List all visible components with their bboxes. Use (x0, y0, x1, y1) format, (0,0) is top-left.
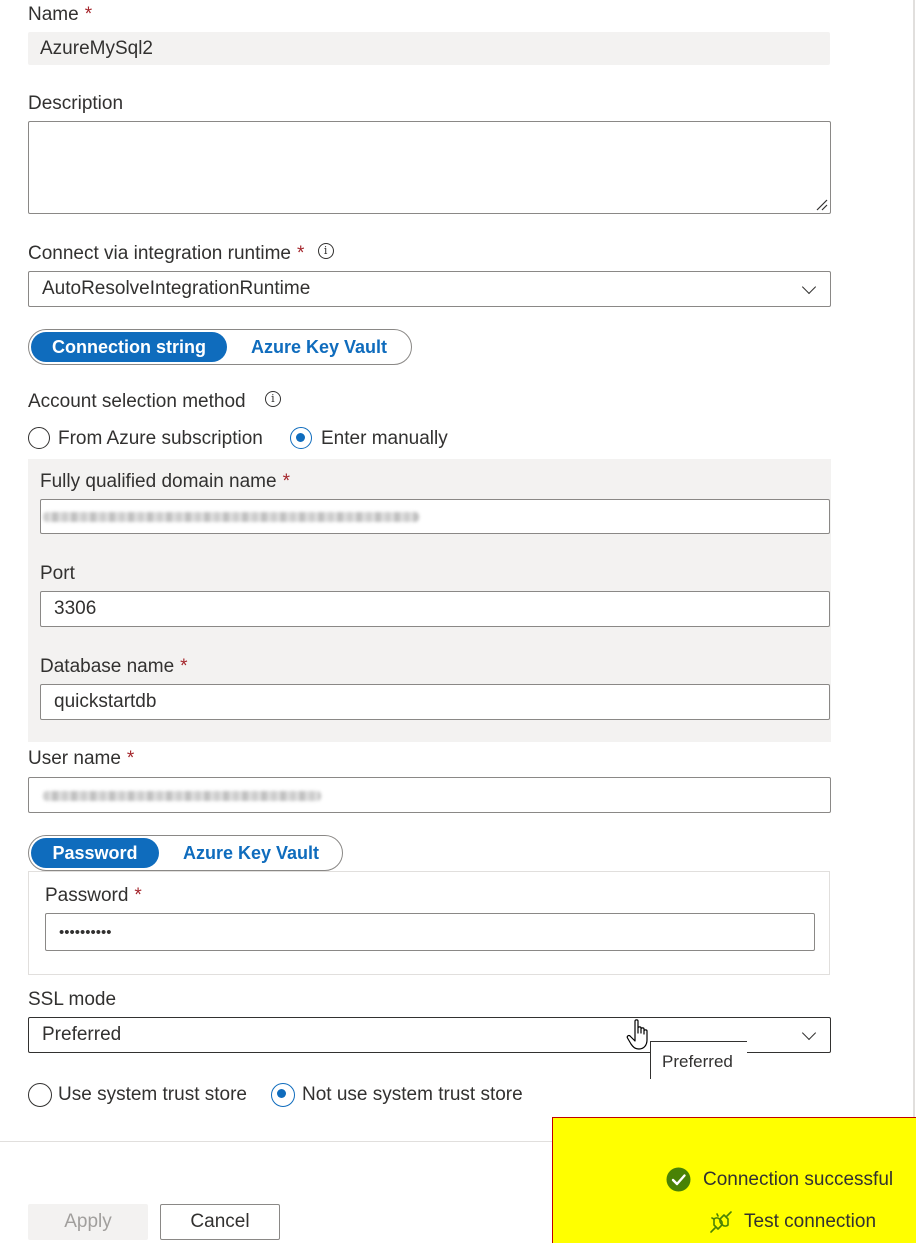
password-method-toggle (28, 835, 343, 871)
obscured-value (43, 512, 419, 522)
name-input (28, 32, 830, 65)
radio-not-use-system-trust-store[interactable] (271, 1083, 295, 1107)
radio-enter-manually[interactable] (290, 427, 312, 449)
radio-use-system-trust-store[interactable] (28, 1083, 52, 1107)
ssl-mode-value: Preferred (42, 1024, 122, 1045)
info-icon[interactable]: i (318, 243, 334, 259)
password-masked-value: •••••••••• (59, 923, 112, 941)
tooltip-text: Preferred (662, 1052, 733, 1071)
name-label: Name * (28, 4, 93, 25)
obscured-value (43, 791, 321, 801)
fqdn-label: Fully qualified domain name * (40, 471, 290, 492)
radio-from-azure-subscription[interactable] (28, 427, 50, 449)
description-textarea[interactable] (28, 121, 831, 214)
radio-label-not-use-system-trust: Not use system trust store (302, 1084, 523, 1105)
chevron-down-icon (802, 280, 816, 294)
test-connection-label: Test connection (744, 1211, 877, 1232)
database-name-label: Database name * (40, 656, 188, 677)
connection-string-tab[interactable]: Connection string (31, 332, 227, 362)
description-label: Description (28, 93, 124, 114)
password-input[interactable] (45, 913, 815, 951)
port-label: Port (40, 563, 75, 584)
user-name-label: User name * (28, 748, 135, 769)
cancel-button[interactable]: Cancel (160, 1204, 280, 1240)
footer-divider (0, 1141, 553, 1142)
account-method-label: Account selection method i (28, 391, 281, 413)
password-tab[interactable]: Password (31, 838, 159, 868)
panel-edge (913, 0, 915, 1117)
azure-key-vault-tab[interactable]: Azure Key Vault (250, 336, 388, 357)
user-name-input[interactable] (28, 777, 831, 813)
fqdn-input[interactable] (40, 499, 830, 534)
radio-label-enter-manually: Enter manually (321, 428, 448, 449)
connection-status-text: Connection successful (703, 1169, 894, 1190)
tooltip (650, 1041, 747, 1079)
password-azure-key-vault-tab[interactable]: Azure Key Vault (182, 842, 320, 863)
resize-handle-icon[interactable] (816, 199, 828, 211)
info-icon[interactable]: i (265, 391, 281, 407)
status-highlight (552, 1117, 916, 1243)
check-circle-icon (666, 1167, 691, 1192)
port-value: 3306 (54, 598, 97, 619)
port-input[interactable] (40, 591, 830, 627)
apply-button[interactable]: Apply (28, 1204, 148, 1240)
runtime-label: Connect via integration runtime * i (28, 243, 334, 265)
radio-label-from-azure: From Azure subscription (58, 428, 263, 449)
auth-method-toggle (28, 329, 412, 365)
runtime-value: AutoResolveIntegrationRuntime (42, 278, 311, 299)
ssl-mode-label: SSL mode (28, 989, 117, 1010)
runtime-dropdown[interactable] (28, 271, 831, 307)
name-value: AzureMySql2 (40, 38, 153, 59)
plug-connected-icon (708, 1209, 734, 1235)
hand-cursor-icon (626, 1018, 652, 1052)
chevron-down-icon (802, 1026, 816, 1040)
password-label: Password * (45, 885, 142, 906)
radio-label-use-system-trust: Use system trust store (58, 1084, 247, 1105)
test-connection-button[interactable] (708, 1207, 876, 1237)
database-name-value: quickstartdb (54, 691, 157, 712)
database-name-input[interactable] (40, 684, 830, 720)
